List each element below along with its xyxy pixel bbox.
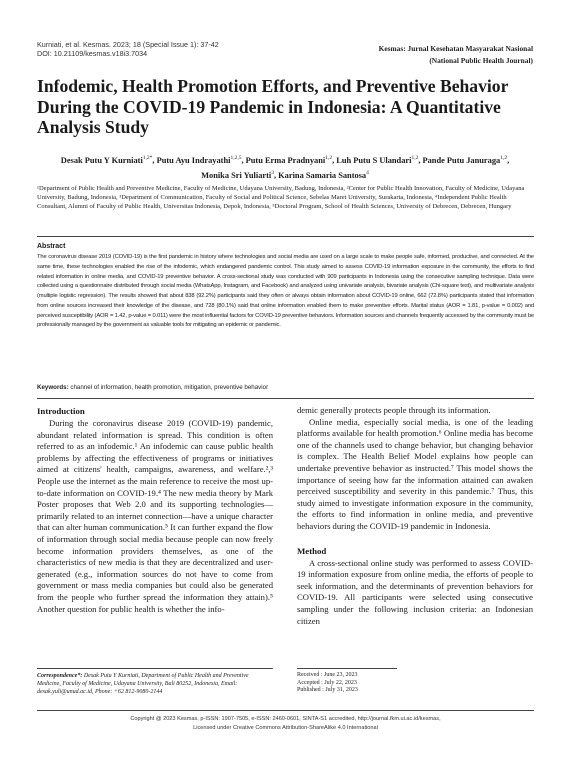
abstract-heading: Abstract — [37, 243, 66, 250]
author-name: Putu Erma Pradnyani — [245, 155, 326, 165]
correspondence-label: Correspondence*: — [37, 673, 83, 679]
author-affil-sup: 1,2 — [411, 155, 419, 161]
intro-paragraph-1: During the coronavirus disease 2019 (COVID-19) pandemic, abundant related information is spread. This condition is often referred to as an infodemic.¹ An infodemic can cause public health problems by affecting the effectiveness of programs or initiatives aimed at citizens' health, campaigns, awareness, and welfare.²,³ People use the internet as the main reference to receive the most up-to-date information on COVID-19.⁴ The new media theory by Mark Poster proposes that Web 2.0 and its supporting technologies—primarily related to an internet connection—have a unique character that can alter human communication.⁵ It can further expand the flow of information through social media because people can now freely become information providers themselves, as one of the characteristics of new media is that they are decentralized and user-generated (e.g., information sources do not have to come from government or mass media companies but could also be generated from the people who further spread the information they attain).⁵ Another question for public health is whether the info- — [37, 418, 273, 614]
right-column — [297, 405, 533, 627]
divider-abstract — [37, 398, 534, 399]
author-affil-sup: 1,2* — [142, 155, 153, 161]
affiliations: ¹Department of Public Health and Preventive Medicine, Faculty of Medicine, Udayana University, Badung, Indonesia, ²Center for Public Health Innovation, Faculty of Medicine, Udayana University, Badung, Indonesia, ³Department of Communication, Faculty of Social and Political Science, Sebelas Maret University, Surakarta, Indonesia, ⁴Independent Public Health Consultant, Alumni of Faculty of Public Health, Universitas Indonesia, Depok, Indonesia, ⁵Doctoral Program, School of Health Sciences, University of Debrecen, Debrecen, Hungary — [37, 185, 525, 211]
journal-subtitle: (National Public Health Journal) — [429, 56, 533, 65]
left-column — [37, 405, 273, 615]
citation-line: Kurniati, et al. Kesmas. 2023; 18 (Special Issue 1): 37-42 — [37, 40, 219, 49]
section-heading-introduction: Introduction — [37, 406, 85, 416]
date-accepted: Accepted : July 22, 2023 — [297, 679, 357, 686]
correspondence-note — [37, 673, 273, 697]
license-line: Licensed under Creative Commons Attribution-ShareAlike 4.0 International — [193, 724, 378, 731]
correspondence-text: Desak Putu Y Kurniati, Department of Public Health and Preventive Medicine, Faculty of Medicine, Udayana University, Bali 80252, Indonesia, Email: desak.yuli@unud.ac.id, Phone: +62 812-9080-2144 — [37, 673, 249, 695]
author-name: Pande Putu Januraga — [422, 155, 501, 165]
method-paragraph-1: A cross-sectional online study was performed to assess COVID-19 information exposure from online media, the efforts of people to seek information, and the determinants of prevention behaviors for COVID-19. All participants were selected using consecutive sampling under the following inclusion criteria: an Indonesian citizen — [297, 557, 533, 626]
author-name: Desak Putu Y Kurniati — [60, 155, 143, 165]
author-name: Monika Sri Yuliarti — [201, 170, 272, 180]
running-header-citation — [37, 41, 219, 58]
keywords — [37, 384, 268, 391]
section-heading-method: Method — [297, 545, 327, 556]
article-dates — [297, 672, 358, 695]
author-affil-sup: 3 — [271, 169, 274, 176]
copyright-line: Copyright @ 2023 Kesmas, p-ISSN: 1907-7505, e-ISSN: 2460-0601, SINTA-S1 accredited, http://journal.fkm.ui.ac.id/kesmas, — [130, 716, 441, 722]
author-list: Desak Putu Y Kurniati$^{1,2*}$, Putu Ayu Indrayathi$^{1,2,5}$, Putu Erma Pradnyani$^{1,2}$, Luh Putu S Ulandari$^{1,2}$, Pande Putu Januraga$^{1,2}$, Monika Sri Yuliarti$^3$, Karina Samaria Santosa$^4$ — [60, 155, 510, 180]
copyright-footer — [37, 715, 534, 732]
author-affil-sup: 1,2 — [500, 155, 508, 161]
author-affil-sup: 1,2,5 — [230, 155, 242, 161]
article-title: Infodemic, Health Promotion Efforts, and Preventive Behavior During the COVID-19 Pandemic in Indonesia: A Quantitative Analysis Study — [37, 76, 509, 137]
doi-line[interactable]: DOI: 10.21109/kesmas.v18i3.7034 — [37, 48, 148, 58]
running-header-journal — [379, 43, 533, 67]
author-name: Karina Samaria Santosa — [278, 170, 367, 180]
author-affil-sup: 1,2 — [325, 155, 333, 161]
divider-top — [37, 236, 534, 237]
author-affil-sup: 4 — [366, 169, 369, 176]
date-published: Published : July 31, 2023 — [297, 687, 358, 694]
divider-footer — [37, 710, 534, 711]
author-name: Putu Ayu Indrayathi — [156, 155, 231, 165]
date-received: Received : June 23, 2023 — [297, 672, 358, 678]
journal-name: Kesmas: Jurnal Kesehatan Masyarakat Nasional — [378, 44, 533, 53]
abstract-text: The coronavirus disease 2019 (COVID-19) is the first pandemic in history where technologies and social media are used on a large scale to make people safe, informed, productive, and connected. At the same time, these technologies enabled the rise of the infodemic, which endangered pandemic control. This study aimed to assess COVID-19 information exposure in the community, the efforts to find related information in online media, and COVID-19 preventive behavior. A cross-sectional study was conducted with 909 participants in Indonesia using the consecutive sampling technique. Data were collected using a questionnaire distributed through social media (WhatsApp, Instagram, and Facebook) and analyzed using univariate analysis, bivariate analysis (Chi-square test), and multivariate analysis (multiple logistic regression). The results showed that about 838 (92.2%) participants said they often or always obtain information about COVID-19 online, 662 (72.8%) participants stated that information from online sources increased their knowledge of the disease, and 728 (80.1%) said that online information enabled them to make preventive efforts. Marital status (AOR = 1.81, p-value = 0.002) and perceived susceptibility (AOR = 1.42, p-value = 0.011) were the most influential factors for COVID-19 preventive behaviors. Information sources and channels frequently accessed by the community must be professionally managed by the government as valuable tools for mitigating an epidemic or pandemic. — [37, 254, 534, 329]
keywords-text: channel of information, health promotion, mitigation, preventive behavior — [70, 384, 269, 391]
intro-paragraph-1-continued: demic generally protects people through its information. — [297, 405, 491, 415]
intro-paragraph-2: Online media, especially social media, is one of the leading platforms available for health promotion.⁶ Online media has become one of the channels used to change behavior, but changing behavior is complex. The Health Belief Model explains how people can undertake preventive behavior as instructed.⁷ This model shows the importance of seeing how far the information attained can awaken perceived susceptibility and severity in this pandemic.⁷ Thus, this study aimed to investigate information exposure in the community, the efforts to find information in online media, and preventive behaviors during the COVID-19 pandemic in Indonesia. — [297, 416, 533, 531]
author-name: Luh Putu S Ulandari — [336, 155, 412, 165]
divider-correspondence — [37, 668, 273, 669]
divider-dates — [297, 668, 397, 669]
keywords-label: Keywords: — [37, 384, 69, 391]
